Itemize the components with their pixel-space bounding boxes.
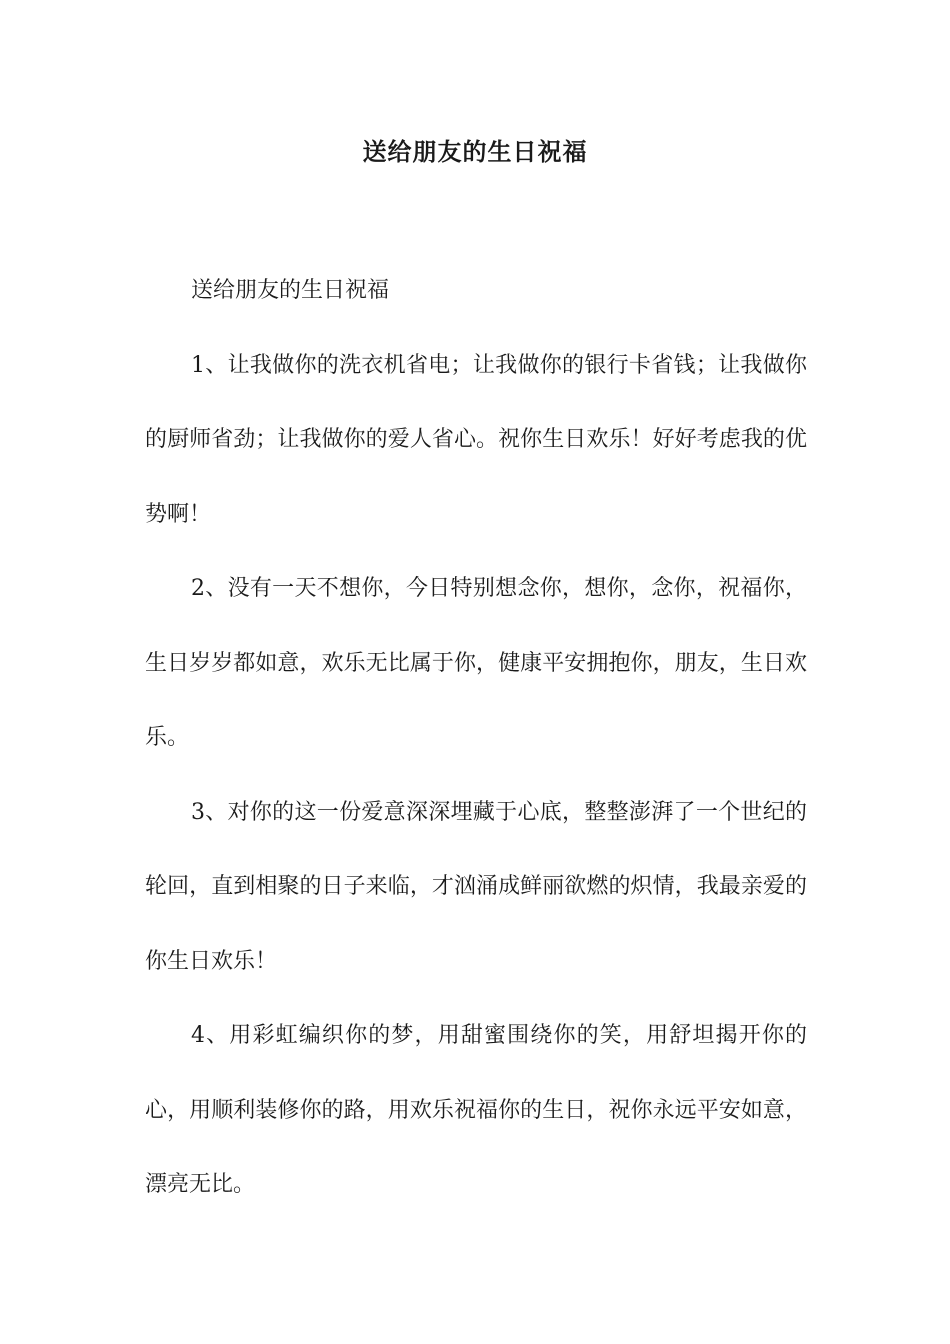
paragraph-2: 2、没有一天不想你，今日特别想念你，想你，念你，祝福你，生日岁岁都如意，欢乐无比属于你，健康平安拥抱你，朋友，生日欢乐。 xyxy=(145,576,807,750)
document-body xyxy=(145,254,807,1223)
paragraph-4: 4、用彩虹编织你的梦，用甜蜜围绕你的笑，用舒坦揭开你的心，用顺利装修你的路，用欢乐祝福你的生日，祝你永远平安如意，漂亮无比。 xyxy=(145,1023,807,1197)
paragraph-3: 3、对你的这一份爱意深深埋藏于心底，整整澎湃了一个世纪的轮回，直到相聚的日子来临，才汹涌成鲜丽欲燃的炽情，我最亲爱的你生日欢乐！ xyxy=(145,799,807,974)
paragraph-1: 1、让我做你的洗衣机省电；让我做你的银行卡省钱；让我做你的厨师省劲；让我做你的爱人省心。祝你生日欢乐！好好考虑我的优势啊！ xyxy=(145,352,807,527)
paragraph-subtitle: 送给朋友的生日祝福 xyxy=(191,278,390,303)
document-title: 送给朋友的生日祝福 xyxy=(362,137,588,166)
